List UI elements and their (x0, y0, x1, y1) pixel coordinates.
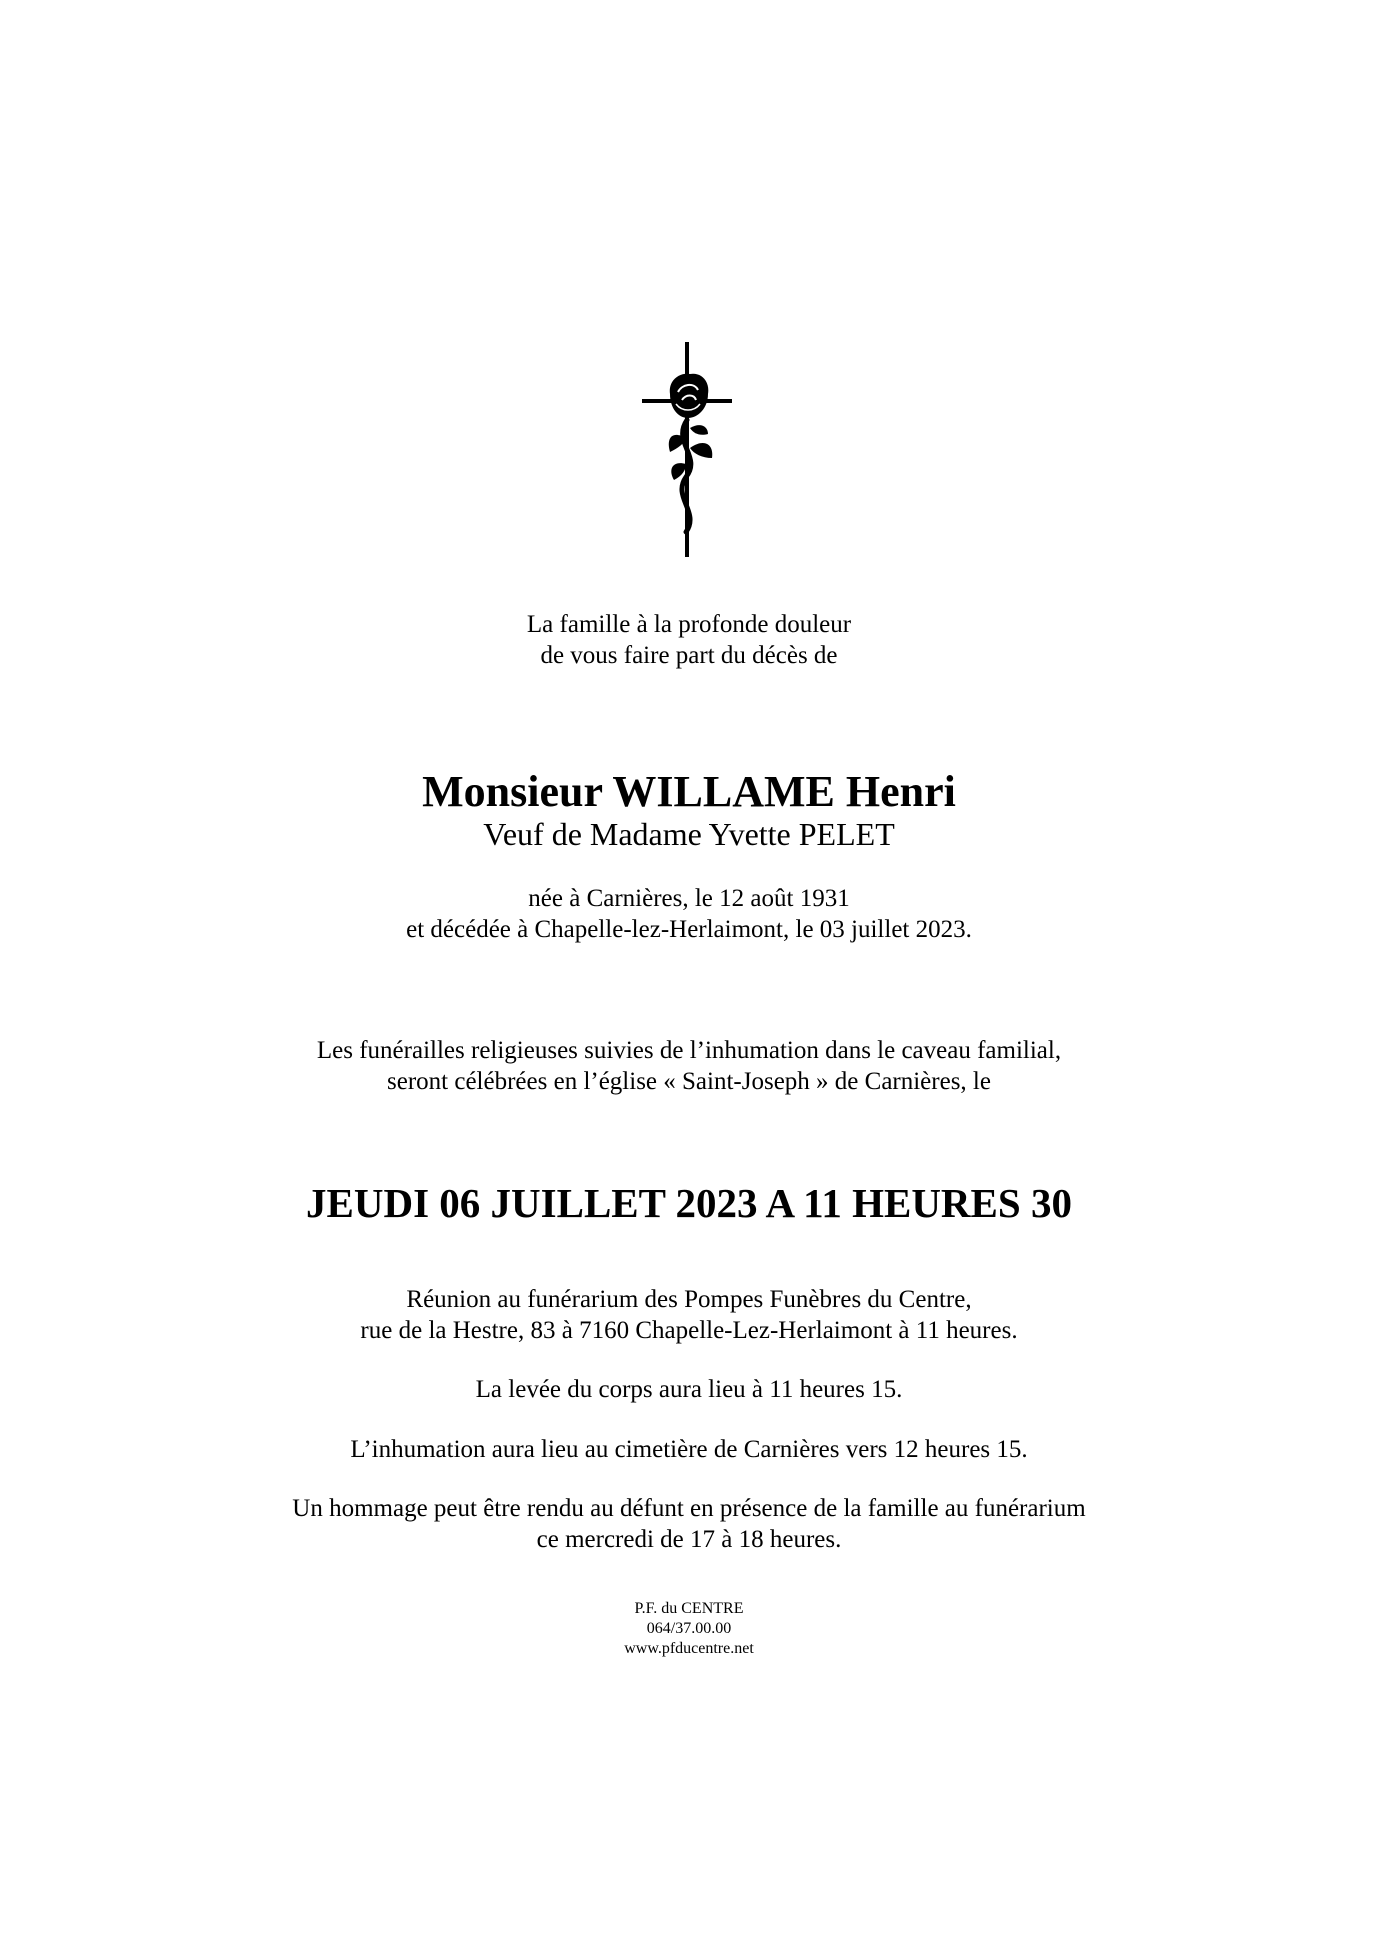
intro-line-1: La famille à la profonde douleur (526, 611, 852, 638)
funeral-date: JEUDI 06 JUILLET 2023 A 11 HEURES 30 (306, 1180, 1072, 1226)
tribute-line-2: ce mercredi de 17 à 18 heures. (536, 1526, 842, 1553)
intro-line-2: de vous faire part du décès de (540, 642, 838, 669)
tribute-line-1: Un hommage peut être rendu au défunt en présence de la famille au funérarium (292, 1495, 1086, 1522)
inhumation-info: L’inhumation aura lieu au cimetière de Carnières vers 12 heures 15. (350, 1436, 1028, 1463)
meeting-line-2: rue de la Hestre, 83 à 7160 Chapelle-Lez-Herlaimont à 11 heures. (360, 1317, 1018, 1344)
footer-website[interactable]: www.pfducentre.net (624, 1640, 754, 1657)
birth-info: née à Carnières, le 12 août 1931 (528, 885, 850, 912)
funeral-line-1: Les funérailles religieuses suivies de l’inhumation dans le caveau familial, (316, 1037, 1062, 1064)
footer-phone: 064/37.00.00 (646, 1620, 732, 1637)
footer-company: P.F. du CENTRE (634, 1600, 744, 1617)
funeral-line-2: seront célébrées en l’église « Saint-Joseph » de Carnières, le (387, 1068, 991, 1095)
levee-info: La levée du corps aura lieu à 11 heures 15. (475, 1376, 903, 1403)
widow-of: Veuf de Madame Yvette PELET (483, 816, 895, 852)
meeting-line-1: Réunion au funérarium des Pompes Funèbres du Centre, (406, 1286, 972, 1313)
cross-with-rose-icon (642, 342, 732, 557)
death-info: et décédée à Chapelle-lez-Herlaimont, le 03 juillet 2023. (406, 916, 972, 943)
deceased-name: Monsieur WILLAME Henri (422, 767, 956, 816)
